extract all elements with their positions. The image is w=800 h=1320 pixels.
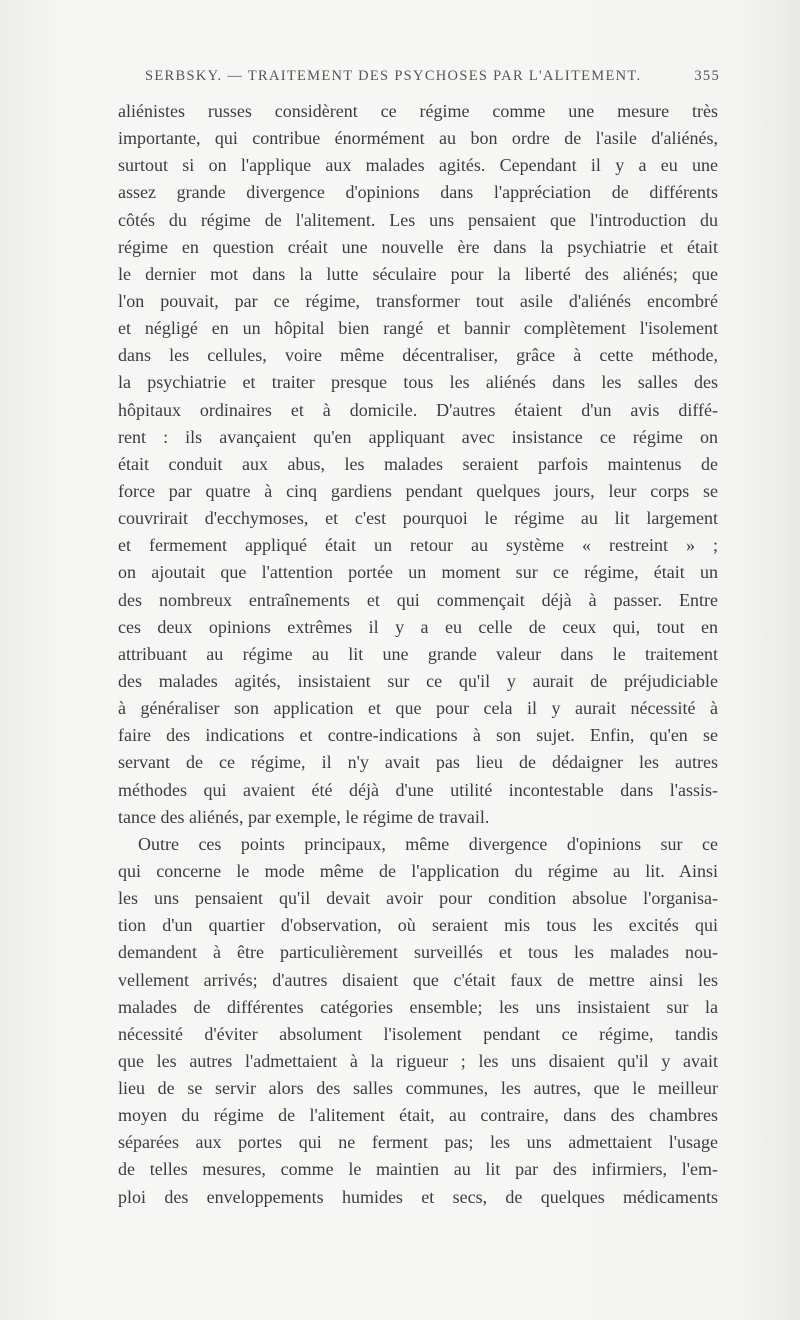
text-line: moyen du régime de l'alitement était, au contraire, dans des chambres [118,1105,718,1126]
text-line: la psychiatrie et traiter presque tous les aliénés dans les salles des [118,372,718,393]
text-line: séparées aux portes qui ne ferment pas; les uns admettaient l'usage [118,1132,718,1153]
text-line: le dernier mot dans la lutte séculaire pour la liberté des aliénés; que [118,263,718,284]
text-line: aliénistes russes considèrent ce régime comme une mesure très [118,101,718,121]
text-line: rent : ils avançaient qu'en appliquant avec insistance ce régime on [118,426,718,447]
text-line: tion d'un quartier d'observation, où seraient mis tous les excités qui [118,915,718,936]
text-line: des malades agités, insistaient sur ce qu'il y aurait de préjudiciable [118,670,718,691]
text-line: et fermement appliqué était un retour au système « restreint » ; [118,535,718,556]
paragraph-end-line: tance des aliénés, par exemple, le régime de travail. [118,806,490,827]
text-line: faire des indications et contre-indications à son sujet. Enfin, qu'en se [118,725,718,746]
running-head [120,68,720,90]
text-line: dans les cellules, voire même décentraliser, grâce à cette méthode, [118,345,718,366]
text-line: force par quatre à cinq gardiens pendant quelques jours, leur corps se [118,480,718,501]
text-line: servant de ce régime, il n'y avait pas lieu de dédaigner les autres [118,752,718,773]
text-line: on ajoutait que l'attention portée un moment sur ce régime, était un [118,562,718,583]
paragraph-start-line: Outre ces points principaux, même divergence d'opinions sur ce [138,833,718,854]
text-line: que les autres l'admettaient à la rigueur ; les uns disaient qu'il y avait [118,1050,718,1071]
text-line: l'on pouvait, par ce régime, transformer tout asile d'aliénés encombré [118,290,718,311]
text-line: ces deux opinions extrêmes il y a eu celle de ceux qui, tout en [118,616,718,637]
text-line: nécessité d'éviter absolument l'isolement pendant ce régime, tandis [118,1023,718,1044]
text-line: assez grande divergence d'opinions dans l'appréciation de différents [118,182,718,203]
text-line: méthodes qui avaient été déjà d'une utilité incontestable dans l'assis- [118,779,718,800]
text-line: demandent à être particulièrement surveillés et tous les malades nou- [118,942,718,963]
text-line: ploi des enveloppements humides et secs, de quelques médicaments [118,1186,718,1207]
body-text [118,98,718,1211]
text-line: malades de différentes catégories ensemble; les uns insistaient sur la [118,996,718,1017]
text-line: des nombreux entraînements et qui commençait déjà à passer. Entre [118,589,718,610]
running-title: SERBSKY. — TRAITEMENT DES PSYCHOSES PAR L'ALITEMENT. [145,68,642,84]
text-line: surtout si on l'applique aux malades agités. Cependant il y a eu une [118,155,718,176]
text-line: importante, qui contribue énormément au bon ordre de l'asile d'aliénés, [118,128,718,149]
text-line: les uns pensaient qu'il devait avoir pour condition absolue l'organisa- [118,888,718,909]
text-line: qui concerne le mode même de l'application du régime au lit. Ainsi [118,860,718,881]
page-number: 355 [694,68,720,84]
text-line: attribuant au régime au lit une grande valeur dans le traitement [118,643,718,664]
text-line: de telles mesures, comme le maintien au lit par des infirmiers, l'em- [118,1159,718,1180]
text-line: hôpitaux ordinaires et à domicile. D'autres étaient d'un avis diffé- [118,399,718,420]
text-line: couvrirait d'ecchymoses, et c'est pourquoi le régime au lit largement [118,508,718,529]
text-line: était conduit aux abus, les malades seraient parfois maintenus de [118,453,718,474]
text-line: lieu de se servir alors des salles communes, les autres, que le meilleur [118,1078,718,1099]
text-line: vellement arrivés; d'autres disaient que c'était faux de mettre ainsi les [118,969,718,990]
text-line: régime en question créait une nouvelle ère dans la psychiatrie et était [118,236,718,257]
text-line: et négligé en un hôpital bien rangé et bannir complètement l'isolement [118,318,718,339]
text-line: côtés du régime de l'alitement. Les uns pensaient que l'introduction du [118,209,718,230]
text-line: à généraliser son application et que pour cela il y aurait nécessité à [118,698,718,719]
